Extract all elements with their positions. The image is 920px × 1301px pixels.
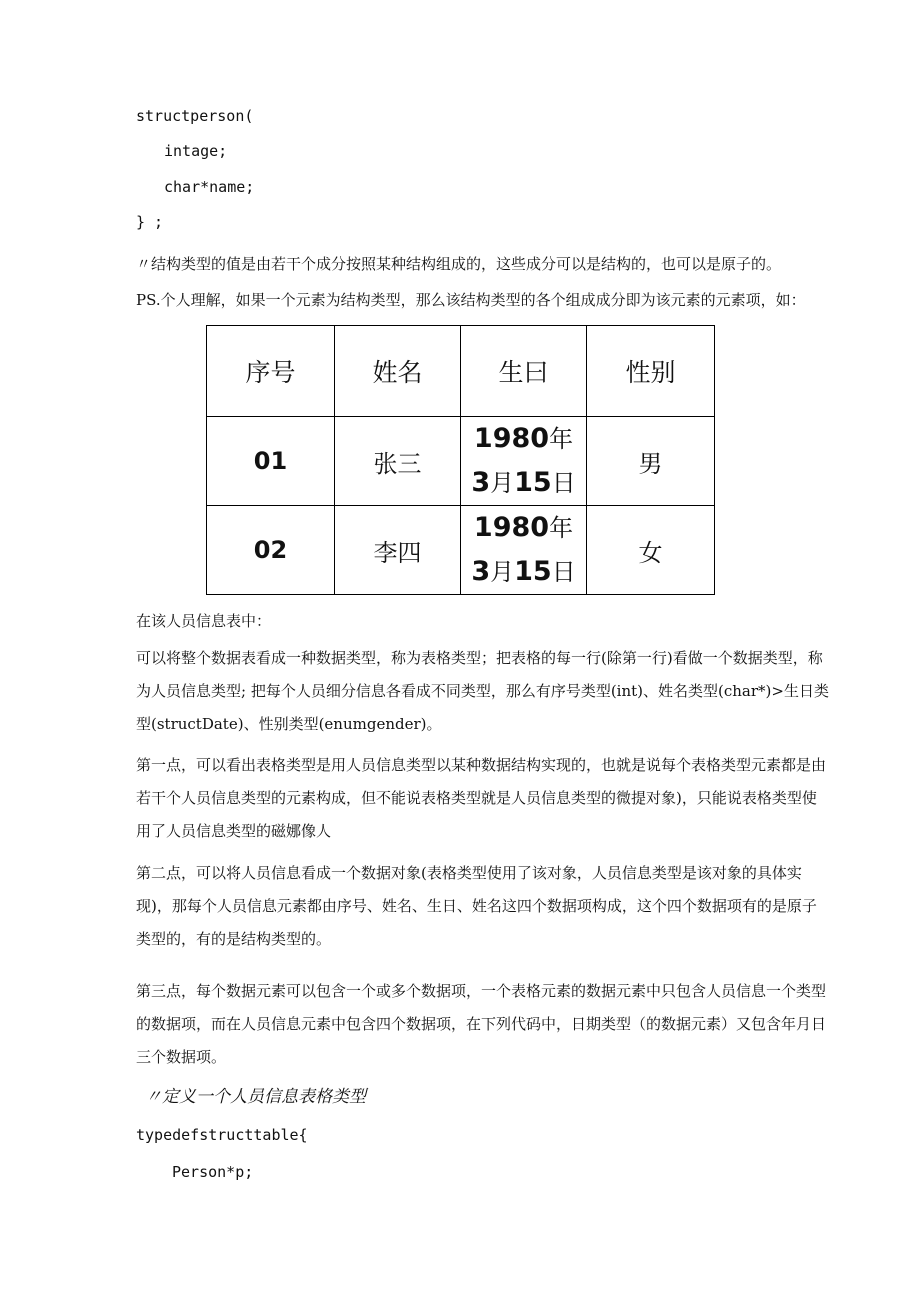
date-month: 3	[471, 467, 491, 498]
cell-id: 01	[207, 417, 335, 506]
date-year: 1980	[473, 512, 550, 543]
code-line-typedef: typedefstructtable{	[136, 1126, 308, 1144]
code-line-charname: char*name;	[164, 178, 255, 196]
comment-define-table-type: 〃定义一个人员信息表格类型	[145, 1087, 366, 1107]
cell-name: 张三	[335, 417, 461, 506]
comment-struct-type: 〃结构类型的值是由若干个成分按照某种结构组成的，这些成分可以是结构的，也可以是原子的。	[136, 255, 782, 273]
cell-name: 李四	[335, 506, 461, 595]
table-row	[207, 417, 715, 506]
code-line-intage: intage;	[164, 142, 228, 160]
ps-note: PS.个人理解，如果一个元素为结构类型，那么该结构类型的各个组成成分即为该元素的元素项，如：	[136, 291, 806, 309]
paragraph-point-three: 第三点，每个数据元素可以包含一个或多个数据项，一个表格元素的数据元素中只包含人员信息一个类型的数据项，而在人员信息元素中包含四个数据项，在下列代码中，日期类型（的数据元素）又包含年月日三个数据项。	[136, 982, 827, 1066]
date-month-unit: 月	[490, 558, 515, 586]
date-year: 1980	[473, 423, 550, 454]
paragraph-table-type: 可以将整个数据表看成一种数据类型，称为表格类型；把表格的每一行(除第一行)看做一个数据类型，称为人员信息类型; 把每个人员细分信息各看成不同类型，那么有序号类型(int)、姓名类型(char*)>生日类型(structDate)、性别类型(enumgender)。	[136, 649, 829, 733]
person-info-table	[206, 325, 715, 595]
cell-birthday	[461, 506, 587, 595]
cell-gender: 女	[587, 506, 715, 595]
table-row	[207, 506, 715, 595]
code-line-struct-close: } ;	[136, 213, 164, 231]
date-year-unit: 年	[549, 425, 574, 453]
cell-id: 02	[207, 506, 335, 595]
code-line-person-pointer: Person*p;	[172, 1163, 254, 1181]
header-cell-name: 姓名	[335, 326, 461, 417]
date-day: 15	[514, 467, 552, 498]
table-intro: 在该人员信息表中：	[136, 612, 272, 630]
date-month: 3	[471, 556, 491, 587]
paragraph-point-one: 第一点，可以看出表格类型是用人员信息类型以某种数据结构实现的，也就是说每个表格类型元素都是由若干个人员信息类型的元素构成，但不能说表格类型就是人员信息类型的微提对象)，只能说表格类型使用了人员信息类型的磁娜像人	[136, 756, 827, 840]
header-cell-birthday: 生曰	[461, 326, 587, 417]
date-day-unit: 日	[551, 469, 576, 497]
header-cell-gender: 性别	[587, 326, 715, 417]
paragraph-point-two: 第二点，可以将人员信息看成一个数据对象(表格类型使用了该对象，人员信息类型是该对象的具体实现)，那每个人员信息元素都由序号、姓名、生日、姓名这四个数据项构成，这个四个数据项有的是原子类型的，有的是结构类型的。	[136, 864, 817, 948]
table-header-row	[207, 326, 715, 417]
date-year-unit: 年	[549, 514, 574, 542]
cell-birthday	[461, 417, 587, 506]
date-day-unit: 日	[551, 558, 576, 586]
date-month-unit: 月	[490, 469, 515, 497]
header-cell-id: 序号	[207, 326, 335, 417]
cell-gender: 男	[587, 417, 715, 506]
date-day: 15	[514, 556, 552, 587]
code-line-struct-open: structperson(	[136, 107, 254, 125]
